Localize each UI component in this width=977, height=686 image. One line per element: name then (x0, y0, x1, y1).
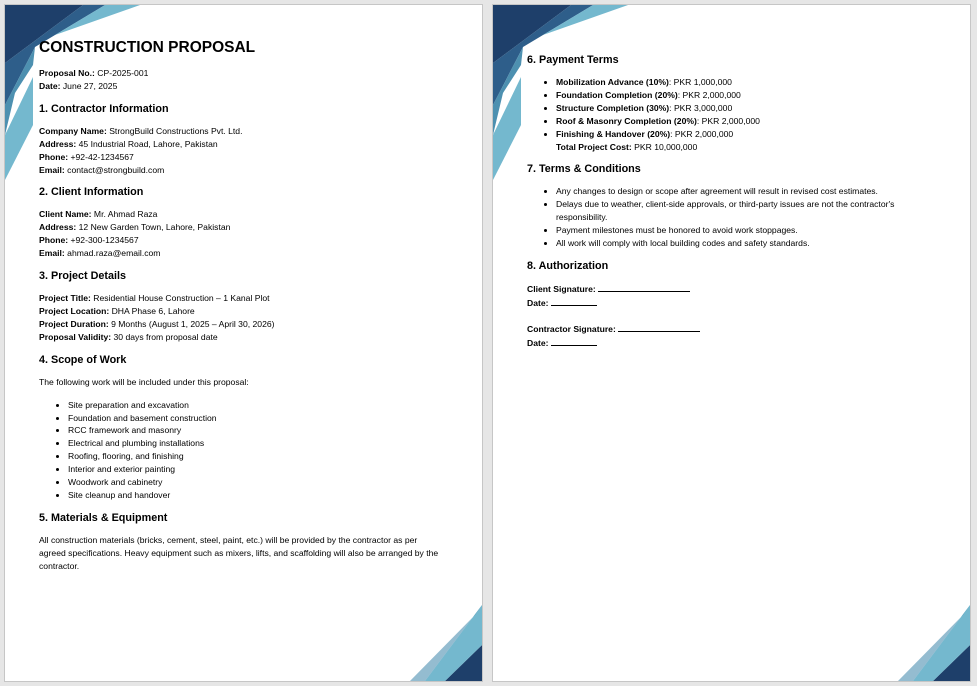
field-label: Phone: (39, 235, 69, 246)
field-label: Proposal Validity: (39, 331, 112, 342)
list-item (556, 89, 947, 102)
contractor-signature-block (527, 322, 947, 350)
field-label: Email: (39, 164, 65, 175)
list-item: • Any changes to design or scope after agreement will result in revised cost estimates. (556, 185, 926, 198)
field-label: Company Name: (39, 125, 107, 136)
field-label: Project Location: (39, 305, 110, 316)
list-item: • Payment milestones must be honored to avoid work stoppages. (556, 224, 926, 237)
payment-label: Mobilization Advance (10%) (556, 77, 669, 87)
list-item (556, 76, 947, 89)
field-label: Address: (39, 138, 77, 149)
client-heading: 2. Client Information (39, 186, 144, 199)
field-label: Email: (39, 248, 65, 259)
document-title: CONSTRUCTION PROPOSAL (39, 39, 256, 56)
list-item (556, 102, 947, 115)
project-info (39, 292, 459, 344)
proposal-no-label: Proposal No.: (39, 68, 95, 78)
client-signature-block (527, 282, 947, 310)
contractor-date-line[interactable] (551, 336, 597, 346)
field-value: 45 Industrial Road, Lahore, Pakistan (76, 138, 218, 149)
field-value: Residential House Construction – 1 Kanal Plot (90, 293, 270, 304)
list-item (556, 115, 947, 128)
list-item: • Site preparation and excavation (68, 399, 459, 412)
project-heading: 3. Project Details (39, 270, 127, 283)
client-info (39, 208, 459, 260)
contractor-signature-line[interactable] (618, 322, 700, 332)
payment-value: : PKR 1,000,000 (668, 77, 732, 87)
payment-value: : PKR 2,000,000 (670, 128, 734, 139)
list-item: • Woodwork and cabinetry (68, 476, 459, 489)
list-item: • Foundation and basement construction (68, 412, 459, 425)
field-value: 9 Months (August 1, 2025 – April 30, 2026) (108, 318, 275, 329)
list-item: • Site cleanup and handover (68, 489, 459, 502)
field-value: 30 days from proposal date (111, 331, 218, 342)
total-value: PKR 10,000,000 (631, 141, 698, 152)
terms-heading: 7. Terms & Conditions (527, 163, 641, 176)
list-item: • Electrical and plumbing installations (68, 437, 459, 450)
document-page-1 (4, 4, 483, 682)
materials-heading: 5. Materials & Equipment (39, 511, 168, 524)
contractor-date-label: Date: (527, 337, 549, 348)
client-date-line[interactable] (551, 296, 597, 306)
client-date-label: Date: (527, 297, 549, 308)
field-value: +92-42-1234567 (68, 151, 134, 162)
document-page-2 (492, 4, 971, 682)
client-signature-label: Client Signature: (527, 283, 596, 294)
client-signature-line[interactable] (598, 282, 690, 292)
contractor-info (39, 125, 459, 177)
total-label: Total Project Cost: (556, 141, 632, 152)
field-label: Client Name: (39, 209, 92, 220)
list-item: • Delays due to weather, client-side approvals, or third-party issues are not the contractor's responsibility. (556, 198, 926, 224)
field-value: 12 New Garden Town, Lahore, Pakistan (76, 222, 231, 233)
payment-label: Roof & Masonry Completion (20%) (556, 115, 697, 126)
payment-list (527, 76, 947, 141)
contractor-heading: 1. Contractor Information (39, 102, 169, 115)
payment-value: : PKR 2,000,000 (677, 89, 741, 100)
field-value: +92-300-1234567 (68, 235, 139, 246)
payment-label: Finishing & Handover (20%) (556, 128, 671, 139)
field-value: DHA Phase 6, Lahore (109, 305, 195, 316)
list-item: • All work will comply with local building codes and safety standards. (556, 237, 926, 250)
list-item: • Roofing, flooring, and finishing (68, 450, 459, 463)
scope-heading: 4. Scope of Work (39, 353, 127, 366)
authorization-heading: 8. Authorization (527, 259, 609, 272)
payment-value: : PKR 2,000,000 (696, 115, 760, 126)
field-label: Phone: (39, 151, 69, 162)
payment-heading: 6. Payment Terms (527, 54, 619, 66)
field-value: ahmad.raza@email.com (64, 248, 161, 259)
proposal-date-label: Date: (39, 80, 61, 91)
field-value: Mr. Ahmad Raza (91, 209, 158, 220)
materials-text: All construction materials (bricks, cement, steel, paint, etc.) will be provided by the contractor as per agreed specifications. Heavy equipment such as mixers, lifts, and scaffolding will also be arranged by the contractor. (39, 534, 439, 571)
payment-value: : PKR 3,000,000 (669, 102, 733, 113)
field-value: contact@strongbuild.com (64, 164, 165, 175)
page-2-content (527, 53, 947, 350)
payment-total (527, 141, 947, 154)
proposal-meta (39, 67, 459, 93)
list-item: • RCC framework and masonry (68, 424, 459, 437)
scope-list (39, 399, 459, 502)
terms-list (527, 185, 926, 250)
field-label: Address: (39, 222, 77, 233)
field-label: Project Duration: (39, 318, 109, 329)
proposal-date-value: June 27, 2025 (60, 80, 118, 91)
proposal-no-value: CP-2025-001 (94, 68, 149, 78)
list-item (556, 128, 947, 141)
page-1-content (39, 39, 459, 583)
field-label: Project Title: (39, 293, 91, 304)
list-item: • Interior and exterior painting (68, 463, 459, 476)
payment-label: Structure Completion (30%) (556, 102, 670, 113)
payment-label: Foundation Completion (20%) (556, 89, 678, 100)
scope-intro: The following work will be included under this proposal: (39, 376, 249, 387)
contractor-signature-label: Contractor Signature: (527, 323, 616, 334)
field-value: StrongBuild Constructions Pvt. Ltd. (106, 125, 243, 136)
